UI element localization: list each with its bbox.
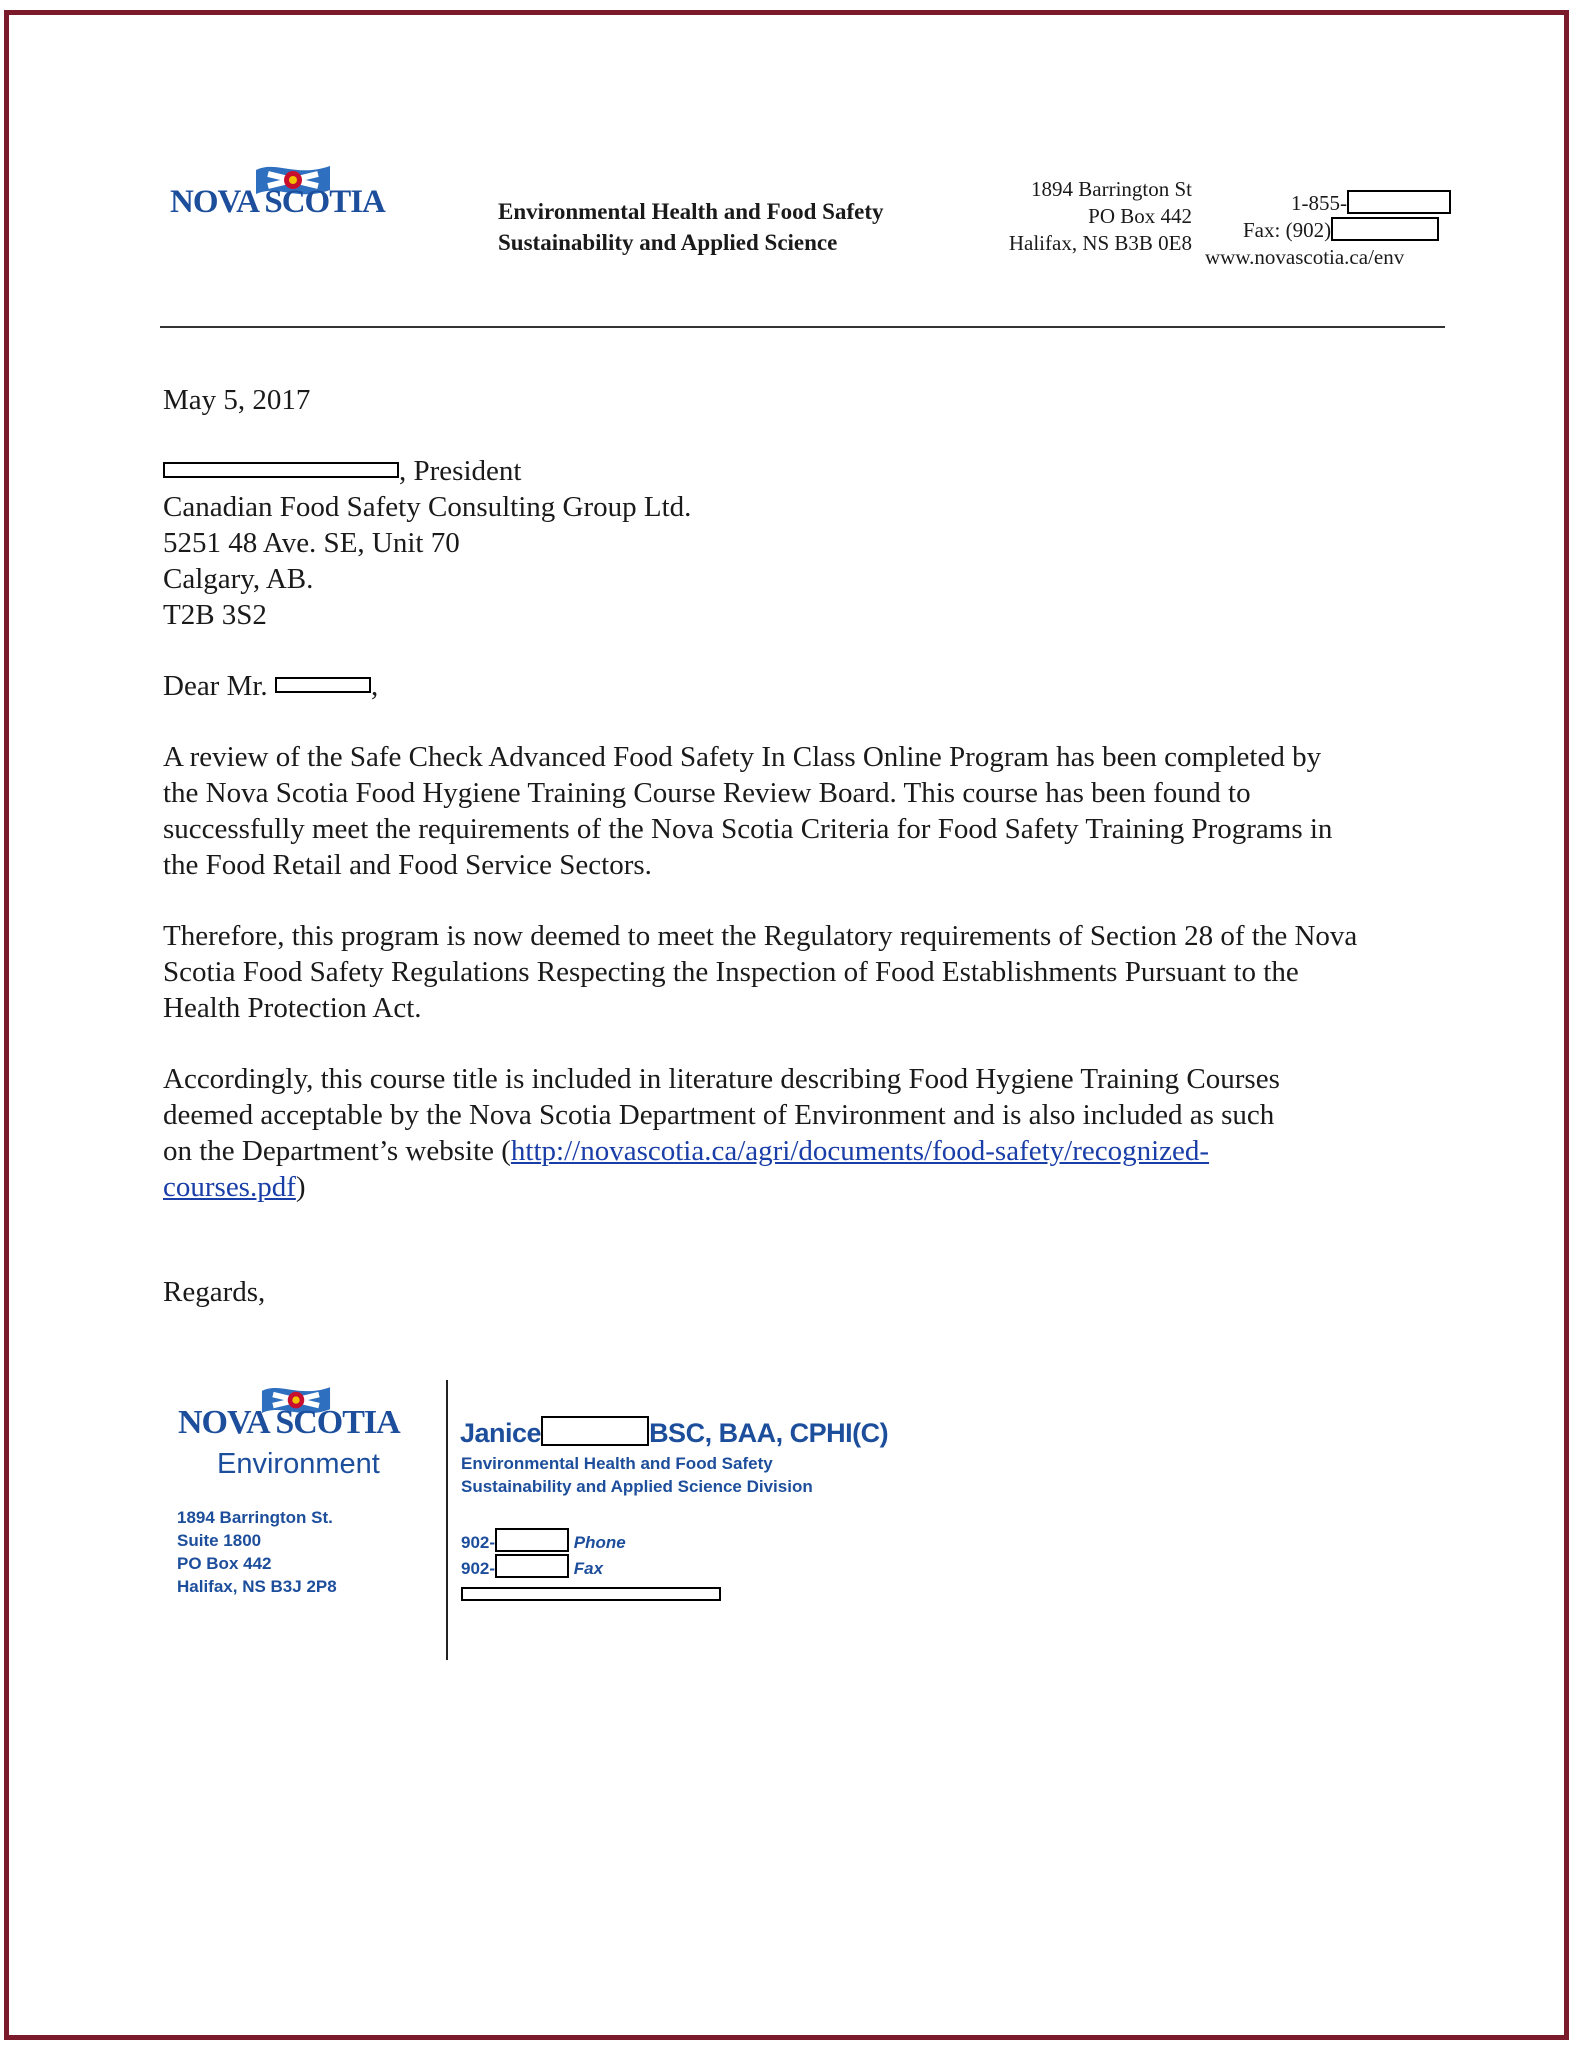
recipient-company: Canadian Food Safety Consulting Group Ltd.: [163, 491, 692, 523]
logo-text: NOVA SCOTIA: [170, 184, 385, 220]
phone-label: Phone: [573, 1533, 626, 1552]
signer-contact: [461, 1528, 721, 1603]
header-contact: [1205, 190, 1451, 271]
recipient-city: Calgary, AB.: [163, 563, 314, 595]
address-pobox: PO Box 442: [1088, 204, 1192, 228]
fax-prefix: 902-: [461, 1559, 496, 1578]
recipient-title: , President: [399, 455, 522, 487]
sig-address-street: 1894 Barrington St.: [177, 1508, 333, 1527]
redacted-box: [495, 1528, 569, 1552]
sig-address-city: Halifax, NS B3J 2P8: [177, 1577, 337, 1596]
signature-logo-text: NOVA SCOTIA: [178, 1404, 400, 1441]
paragraph-3: [163, 1061, 1303, 1205]
header-divider: [160, 326, 1445, 328]
redacted-box: [495, 1554, 569, 1578]
fax-prefix: Fax: (902): [1243, 218, 1332, 242]
salutation-suffix: ,: [370, 670, 379, 702]
redacted-box: [461, 1587, 721, 1601]
recipient-street: 5251 48 Ave. SE, Unit 70: [163, 527, 460, 559]
department-name: [498, 196, 884, 258]
division-line-2: Sustainability and Applied Science Division: [461, 1477, 813, 1496]
sig-address-suite: Suite 1800: [177, 1531, 262, 1550]
redacted-box: [1347, 190, 1451, 214]
redacted-box: [163, 462, 399, 478]
phone-prefix: 1-855-: [1291, 191, 1347, 215]
salutation-prefix: Dear Mr.: [163, 670, 275, 702]
recipient-block: [163, 453, 691, 633]
signature-logo: [178, 1378, 438, 1448]
header-address: [980, 176, 1192, 257]
signer-division: [461, 1452, 813, 1498]
paragraph-1: A review of the Safe Check Advanced Food Safety In Class Online Program has been completed by the Nova Scotia Food Hygiene Training Course Review Board. This course has been found to successfully meet the requirements of the Nova Scotia Criteria for Food Safety Training Programs in the Food Retail and Food Service Sectors.: [163, 741, 1333, 881]
redacted-box: [1331, 217, 1439, 241]
signer-fax: [461, 1554, 721, 1580]
sig-address-pobox: PO Box 442: [177, 1554, 272, 1573]
signature-dept: Environment: [217, 1448, 380, 1480]
closing: Regards,: [163, 1276, 266, 1308]
signature-address: [177, 1506, 337, 1598]
phone-prefix: 902-: [461, 1533, 496, 1552]
fax-label: Fax: [573, 1559, 604, 1578]
phone-line: [1215, 190, 1451, 217]
recipient-name-line: [163, 453, 691, 489]
paragraph-2: Therefore, this program is now deemed to meet the Regulatory requirements of Section 28 of the Nova Scotia Food Safety Regulations Respecting the Inspection of Food Establishments Pursuant to the Health Protection Act.: [163, 920, 1358, 1024]
signer-phone: [461, 1528, 721, 1554]
dept-line-2: Sustainability and Applied Science: [498, 230, 838, 255]
address-city: Halifax, NS B3B 0E8: [1008, 231, 1192, 255]
signer-email: [461, 1580, 721, 1603]
dept-line-1: Environmental Health and Food Safety: [498, 199, 884, 224]
paragraph-3-end: ): [295, 1171, 306, 1203]
redacted-box: [541, 1416, 649, 1446]
recipient-postal: T2B 3S2: [163, 599, 267, 631]
website: www.novascotia.ca/env: [1205, 245, 1405, 269]
letter-date: May 5, 2017: [163, 384, 311, 416]
signer-name: [460, 1416, 888, 1449]
fax-line: [1215, 217, 1451, 244]
division-line-1: Environmental Health and Food Safety: [461, 1454, 773, 1473]
address-street: 1894 Barrington St: [1031, 177, 1192, 201]
salutation: [163, 668, 378, 704]
nova-scotia-logo: [168, 156, 418, 226]
signer-credentials: BSC, BAA, CPHI(C): [649, 1418, 889, 1448]
signature-divider: [446, 1380, 448, 1660]
website-link[interactable]: http://novascotia.ca/agri/documents/food-safety/recognized-courses.pdf: [163, 1135, 1210, 1203]
redacted-box: [275, 677, 371, 693]
paragraph-3-text: Accordingly, this course title is included in literature describing Food Hygiene Training Courses deemed acceptable by the Nova Scotia Department of Environment and is also included as such on the Department’s website (: [163, 1063, 1280, 1167]
signer-first-name: Janice: [460, 1418, 542, 1448]
